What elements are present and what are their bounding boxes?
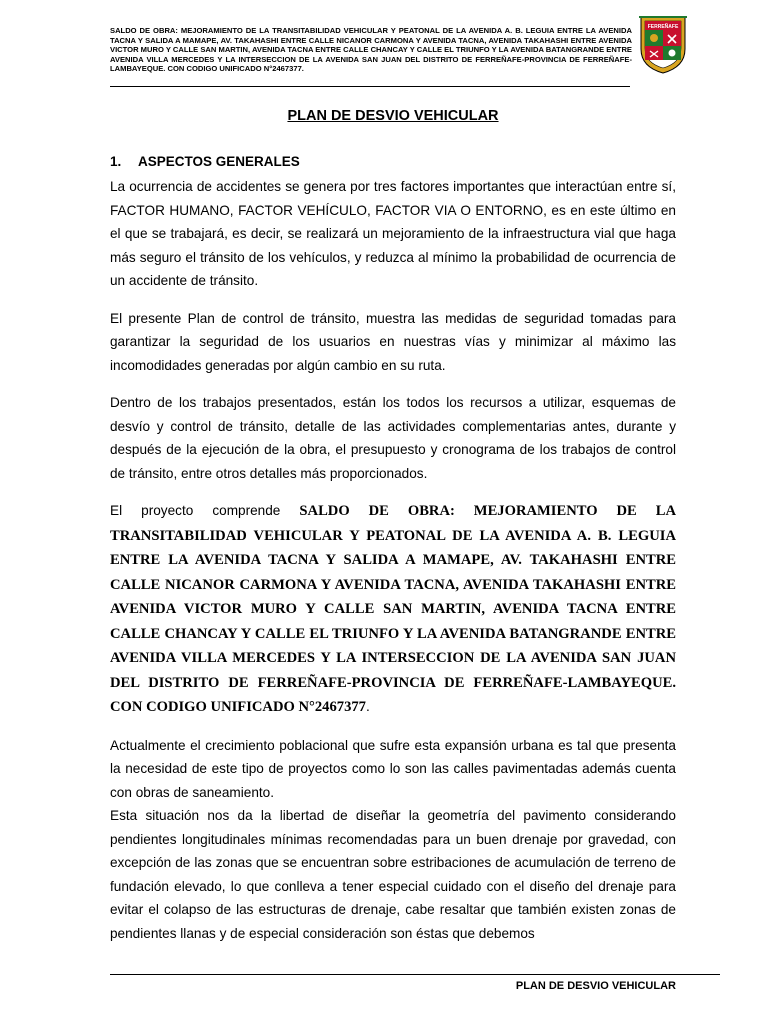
paragraph-4-project-name: SALDO DE OBRA: MEJORAMIENTO DE LA TRANSITABILIDAD VEHICULAR Y PEATONAL DE LA AVENIDA A. B. LEGUIA ENTRE LA AVENIDA TACNA Y SALIDA A MAMAPE, AV. TAKAHASHI ENTRE CALLE NICANOR CARMONA Y AVENIDA TACNA, AVENIDA TAKAHASHI ENTRE AVENIDA VICTOR MURO Y CALLE SAN MARTIN, AVENIDA TACNA ENTRE CALLE CHANCAY Y CALLE EL TRIUNFO Y LA AVENIDA BATANGRANDE ENTRE AVENIDA VILLA MERCEDES Y LA INTERSECCION DE LA AVENIDA SAN JUAN DEL DISTRITO DE FERREÑAFE-PROVINCIA DE FERREÑAFE-LAMBAYEQUE. CON CODIGO UNIFICADO N°2467377 [110, 503, 676, 715]
crest-label: FERREÑAFE [647, 24, 679, 30]
paragraph-4-intro: El proyecto comprende [110, 503, 300, 518]
section-heading-text: ASPECTOS GENERALES [138, 154, 300, 169]
paragraph-5: Actualmente el crecimiento poblacional que sufre esta expansión urbana es tal que presenta la necesidad de este tipo de proyectos como lo son las calles pavimentadas además cuenta con obras de saneamiento. [110, 737, 676, 800]
document-title: PLAN DE DESVIO VEHICULAR [287, 108, 499, 124]
section-heading [110, 154, 300, 169]
document-body [110, 175, 676, 959]
section-number: 1. [110, 154, 122, 169]
footer-divider [110, 974, 720, 975]
paragraph-2: El presente Plan de control de tránsito, muestra las medidas de seguridad tomadas para garantizar la seguridad de los usuarios en nuestras vías y minimizar al máximo las incomodidades generadas por algún cambio en su ruta. [110, 310, 676, 373]
header-divider [110, 86, 630, 87]
footer-text: PLAN DE DESVIO VEHICULAR [515, 980, 676, 992]
paragraph-3: Dentro de los trabajos presentados, están los todos los recursos a utilizar, esquemas de desvío y control de tránsito, detalle de las actividades complementarias antes, durante y después de la ejecución de la obra, el presupuesto y cronograma de los trabajos de control de tránsito, entre otros detalles más proporcionados. [110, 395, 676, 481]
paragraph-6: Esta situación nos da la libertad de diseñar la geometría del pavimento considerando pendientes longitudinales mínimas recomendadas para un buen drenaje por gravedad, con excepción de las zonas que se encuentran sobre estribaciones de acumulación de terreno de fundación elevado, lo que conlleva a tener especial cuidado con el diseño del drenaje para evitar el colapso de las estructuras de drenaje, cabe resaltar que también existen zonas de pendientes llanas y de especial consideración son éstas que debemos [110, 808, 676, 941]
paragraph-1: La ocurrencia de accidentes se genera por tres factores importantes que interactúan entre sí, FACTOR HUMANO, FACTOR VEHÍCULO, FACTOR VIA O ENTORNO, es en este último en el que se trabajará, es decir, se realizará un mejoramiento de la infraestructura vial que haga más seguro el tránsito de los vehículos, y reduzca al mínimo la probabilidad de ocurrencia de un accidente de tránsito. [110, 179, 676, 288]
ferrenafe-crest-icon [638, 11, 688, 75]
paragraph-4 [110, 499, 676, 720]
paragraph-4-end: . [365, 699, 370, 714]
header-project-text: SALDO DE OBRA: MEJORAMIENTO DE LA TRANSITABILIDAD VEHICULAR Y PEATONAL DE LA AVENIDA A. B. LEGUIA ENTRE LA AVENIDA TACNA Y SALIDA A MAMAPE, AV. TAKAHASHI ENTRE CALLE NICANOR CARMONA Y AVENIDA TACNA, AVENIDA TAKAHASHI ENTRE AVENIDA VICTOR MURO Y CALLE SAN MARTIN, AVENIDA TACNA ENTRE CALLE CHANCAY Y CALLE EL TRIUNFO Y LA AVENIDA BATANGRANDE ENTRE AVENIDA VILLA MERCEDES Y LA INTERSECCION DE LA AVENIDA SAN JUAN DEL DISTRITO DE FERREÑAFE-PROVINCIA DE FERREÑAFE-LAMBAYEQUE. CON CODIGO UNIFICADO N°2467377. [110, 26, 632, 74]
